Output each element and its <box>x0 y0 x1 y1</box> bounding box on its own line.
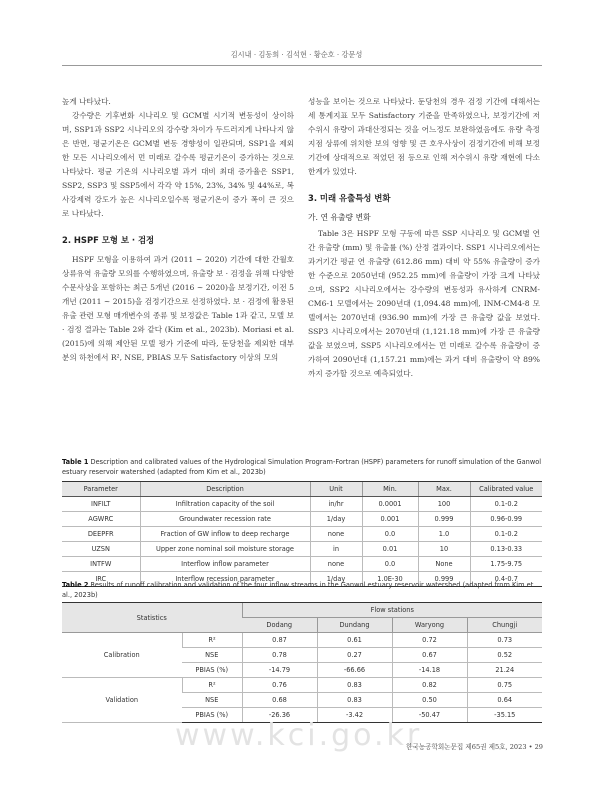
table1-caption <box>62 457 542 477</box>
table-cell: none <box>310 557 362 572</box>
table-cell: 1/day <box>310 572 362 587</box>
page-footer: 한국농공학회논문집 제65권 제5호, 2023 • 29 <box>405 743 543 751</box>
table-cell: 0.72 <box>392 633 467 648</box>
section-3-title: 3. 미래 유출특성 변화 <box>308 193 391 203</box>
table2-flow-stations-header: Flow stations <box>242 603 542 618</box>
left-paragraph-3: HSPF 모형을 이용하여 과거 (2011 ~ 2020) 기간에 대한 간월호 상류유역 유출량 모의를 수행하였으며, 유출량 보 · 검정을 위해 다양한 수문사상을 포함하는 최근 5개년 (2016 ~ 2020)을 보정기간, 이전 5개년 (2011 ~ 2015)을 검정기간으로 선정하였다. 보 · 검정에 활용된 유출 관련 모형 매개변수의 종류 및 보정값은 Table 1과 같고, 모델 보 · 검정 결과는 Table 2와 같다 (Kim et al., 2023b). Moriasi et al. (2015)에 의해 제안된 모델 평가 기준에 따라, 둔당천을 제외한 대부분의 하천에서 R², NSE, PBIAS 모두 Satisfactory 이상의 모의 <box>62 255 294 362</box>
table-cell: Interflow recession parameter <box>140 572 310 587</box>
table-cell: 0.73 <box>467 633 542 648</box>
table-cell: 0.52 <box>467 648 542 663</box>
table-cell: -35.15 <box>467 708 542 723</box>
table-row <box>62 542 542 557</box>
table-cell: in <box>310 542 362 557</box>
table-cell: none <box>310 527 362 542</box>
table-cell: 0.50 <box>392 693 467 708</box>
watermark: www.kci.go.kr <box>175 718 423 753</box>
table-row <box>62 557 542 572</box>
right-paragraph-2: Table 3은 HSPF 모형 구동에 따른 SSP 시나리오 및 GCM별 연간 유출량 (mm) 및 유출률 (%) 산정 결과이다. SSP1 시나리오에서는 과거기간 평균 연 유출량 (612.86 mm) 대비 약 55% 유출량이 증가한 수준으로 2050년대 (952.25 mm)에 유출량이 가장 크게 나타났으며, SSP2 시나리오에서는 강수량의 변동성과 유사하게 CNRM-CM6-1 모델에서는 2090년대 (1,094.48 mm)에, INM-CM4-8 모델에서는 2070년대 (936.90 mm)에 가장 큰 유출량 값을 보였다. SSP3 시나리오에서는 2070년대 (1,121.18 mm)에 가장 큰 유출량 값을 보였으며, SSP5 시나리오에서는 먼 미래로 갈수록 유출량이 증가하여 2090년대 (1,157.21 mm)에는 과거 대비 유출량이 약 89%까지 증가할 것으로 예측되었다. <box>308 229 540 378</box>
table-cell: 1.0 <box>418 527 470 542</box>
left-column <box>62 95 294 365</box>
table-cell: 1.75-9.75 <box>470 557 542 572</box>
table-row <box>62 678 542 693</box>
table-cell: 0.76 <box>242 678 317 693</box>
table1-header-cell: Min. <box>362 482 418 497</box>
metric-label: PBIAS (%) <box>182 663 242 678</box>
station-header: Dundang <box>317 618 392 633</box>
table-cell: 0.1-0.2 <box>470 497 542 512</box>
table-cell: 100 <box>418 497 470 512</box>
table-cell: -50.47 <box>392 708 467 723</box>
table-cell: IRC <box>62 572 140 587</box>
table1-header-cell: Description <box>140 482 310 497</box>
table-cell: 0.67 <box>392 648 467 663</box>
table-cell: UZSN <box>62 542 140 557</box>
table2-statistics-header: Statistics <box>62 603 242 633</box>
right-column <box>308 95 540 381</box>
table1-header-cell: Parameter <box>62 482 140 497</box>
table-cell: 1.0E-30 <box>362 572 418 587</box>
table-cell: 0.1-0.2 <box>470 527 542 542</box>
table1-header-cell: Max. <box>418 482 470 497</box>
table-cell: AGWRC <box>62 512 140 527</box>
subsection-title: 가. 연 유출량 변화 <box>308 213 371 222</box>
metric-label: R² <box>182 678 242 693</box>
table-cell: 21.24 <box>467 663 542 678</box>
table-cell: 0.0 <box>362 527 418 542</box>
table-cell: in/hr <box>310 497 362 512</box>
table-row <box>62 512 542 527</box>
metric-label: NSE <box>182 693 242 708</box>
table-cell: 0.13-0.33 <box>470 542 542 557</box>
table-cell: -66.66 <box>317 663 392 678</box>
table-cell: 0.82 <box>392 678 467 693</box>
table-row <box>62 633 542 648</box>
table-cell: 0.4-0.7 <box>470 572 542 587</box>
table-cell: 10 <box>418 542 470 557</box>
table2-label: Table 2 <box>62 581 89 589</box>
table-cell: Upper zone nominal soil moisture storage <box>140 542 310 557</box>
table-cell: -26.36 <box>242 708 317 723</box>
table-cell: 0.999 <box>418 572 470 587</box>
table-cell: Fraction of GW inflow to deep recharge <box>140 527 310 542</box>
table2-caption <box>62 580 542 600</box>
table1-header-cell: Calibrated value <box>470 482 542 497</box>
section-2-title: 2. HSPF 모형 보 · 검정 <box>62 235 155 245</box>
table-cell: 0.001 <box>362 512 418 527</box>
table-row <box>62 527 542 542</box>
table-cell: 0.27 <box>317 648 392 663</box>
table2-caption-text: Results of runoff calibration and validation of the four inflow streams in the Ganwol estuary reservoir watershed (adapted from Kim et al., 2023b) <box>62 581 534 599</box>
page-header: 김시내 · 김동희 · 김석현 · 황순호 · 강문성 <box>230 50 363 59</box>
left-paragraph-2: 강수량은 기후변화 시나리오 및 GCM별 시기적 변동성이 상이하며, SSP1과 SSP2 시나리오의 강수량 차이가 두드러지게 나타나지 않은 반면, 평균기온은 GCM별 변동 경향성이 일관되며, SSP1을 제외한 모든 시나리오에서 먼 미래로 갈수록 평균기온이 증가하는 것으로 나타났다. 평균 기온의 시나리오별 과거 대비 최대 증가율은 SSP1, SSP2, SSP3 및 SSP5에서 각각 약 15%, 23%, 34% 및 44%로, 복사강제력 강도가 높은 시나리오일수록 평균기온이 증가 폭이 큰 것으로 나타났다. <box>62 111 294 218</box>
station-header: Chungji <box>467 618 542 633</box>
table-cell: 0.96-0.99 <box>470 512 542 527</box>
table-cell: INTFW <box>62 557 140 572</box>
table-cell: Groundwater recession rate <box>140 512 310 527</box>
left-paragraph-1: 높게 나타났다. <box>62 97 111 106</box>
group-label: Validation <box>62 678 182 723</box>
table-cell: -14.79 <box>242 663 317 678</box>
table-cell: 0.83 <box>317 693 392 708</box>
table-cell: INFILT <box>62 497 140 512</box>
table-cell: -3.42 <box>317 708 392 723</box>
table-cell: Infiltration capacity of the soil <box>140 497 310 512</box>
table1-header-row <box>62 482 542 497</box>
metric-label: PBIAS (%) <box>182 708 242 723</box>
metric-label: R² <box>182 633 242 648</box>
table-cell: 0.75 <box>467 678 542 693</box>
table1-header-cell: Unit <box>310 482 362 497</box>
table-cell: 0.83 <box>317 678 392 693</box>
table-cell: -14.18 <box>392 663 467 678</box>
table-cell: 0.01 <box>362 542 418 557</box>
table-cell: DEEPFR <box>62 527 140 542</box>
table1 <box>62 481 542 587</box>
table-cell: 0.78 <box>242 648 317 663</box>
group-label: Calibration <box>62 633 182 678</box>
table2 <box>62 602 542 723</box>
table-cell: 0.999 <box>418 512 470 527</box>
table2-header-row <box>62 603 542 618</box>
right-paragraph-1: 성능을 보이는 것으로 나타났다. 둔당천의 경우 검정 기간에 대해서는 세 통계지표 모두 Satisfactory 기준을 만족하였으나, 보정기간에 저수위시 유량이 과대산정되는 것을 어느정도 보완하였음에도 유량 측정지점 상류에 위치한 보의 영향 및 큰 호우사상이 검정기간에 비해 보정기간에 상대적으로 적었던 점 등으로 인해 저수위시 유량 재현에 다소 한계가 있었다. <box>308 97 540 176</box>
table-cell: 0.0001 <box>362 497 418 512</box>
table-cell: 0.64 <box>467 693 542 708</box>
metric-label: NSE <box>182 648 242 663</box>
table-cell: 0.61 <box>317 633 392 648</box>
table-row <box>62 497 542 512</box>
table1-label: Table 1 <box>62 458 89 466</box>
table-cell: 0.0 <box>362 557 418 572</box>
station-header: Dodang <box>242 618 317 633</box>
table-cell: None <box>418 557 470 572</box>
table1-caption-text: Description and calibrated values of the Hydrological Simulation Program-Fortran (HSPF) parameters for runoff simulation of the Ganwol estuary reservoir watershed (adapted from Kim et al., 2023b) <box>62 458 542 476</box>
station-header: Waryong <box>392 618 467 633</box>
table-cell: 0.68 <box>242 693 317 708</box>
table-cell: 0.87 <box>242 633 317 648</box>
table-cell: Interflow inflow parameter <box>140 557 310 572</box>
table-cell: 1/day <box>310 512 362 527</box>
header-rule <box>62 65 542 66</box>
